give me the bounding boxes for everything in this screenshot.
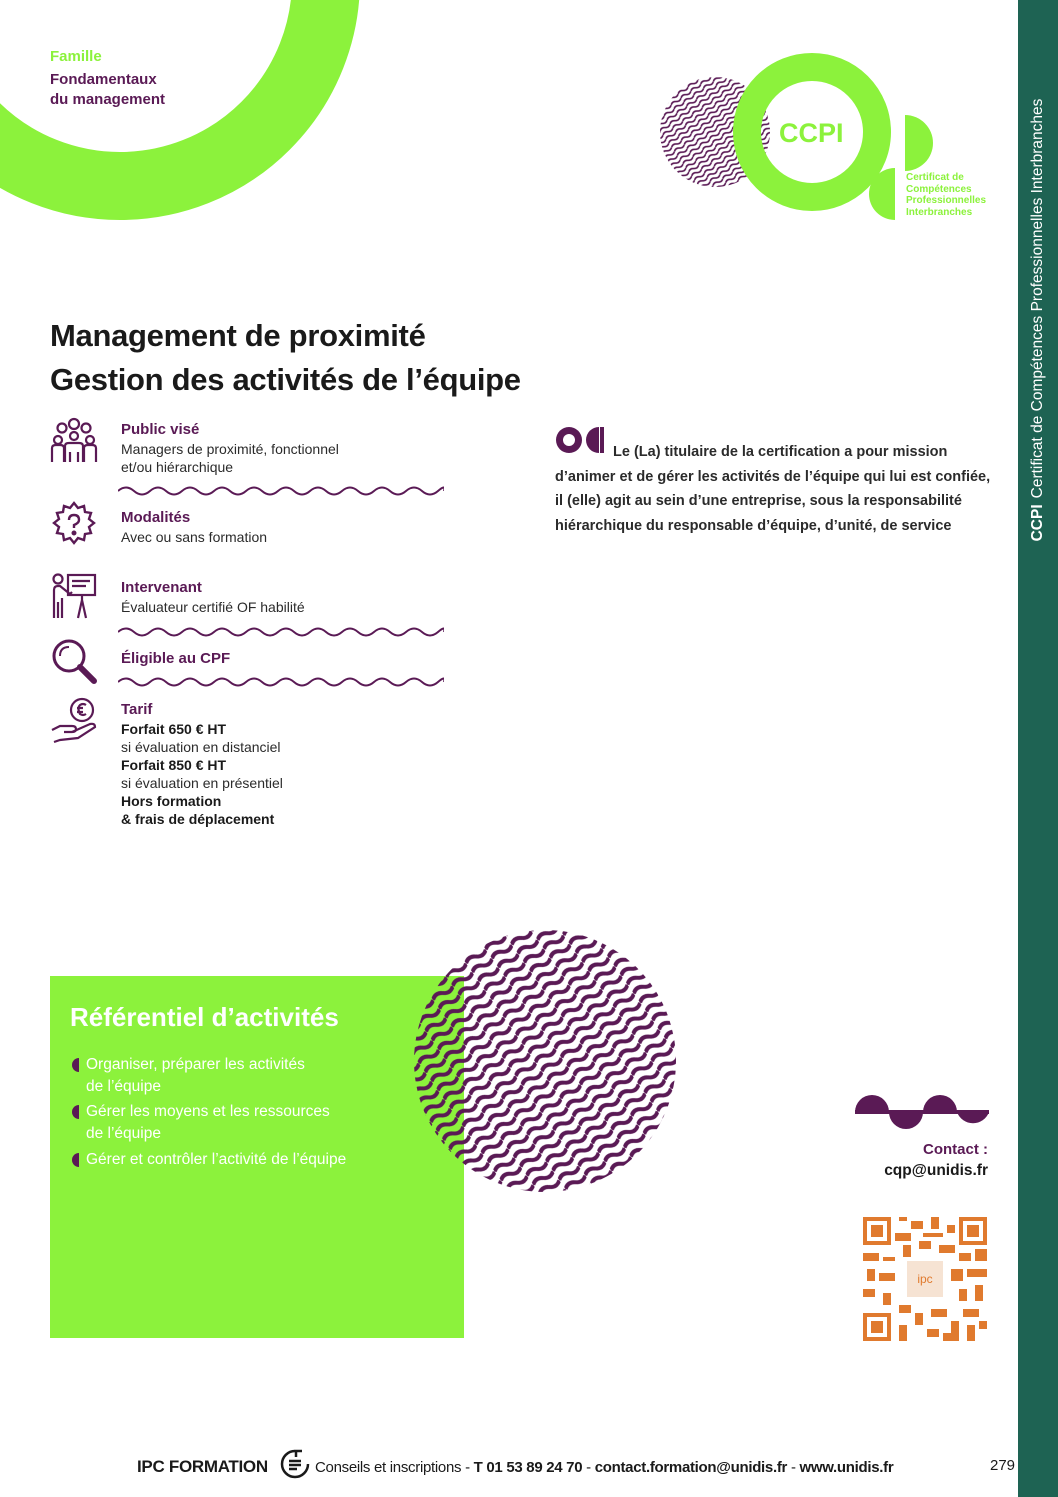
referentiel-item-line1: Gérer les moyens et les ressources xyxy=(86,1103,330,1120)
wave-divider xyxy=(118,675,444,689)
referentiel-item-line2: de l’équipe xyxy=(86,1125,161,1142)
page-title-line2: Gestion des activités de l’équipe xyxy=(50,362,521,397)
logo-sub-line: Certificat de xyxy=(906,172,964,183)
half-disc-bullet-icon xyxy=(70,1058,80,1072)
logo-subtitle xyxy=(906,172,1006,218)
famille-value xyxy=(50,70,165,110)
referentiel-item xyxy=(86,1101,330,1145)
magnifier-icon xyxy=(50,637,98,685)
modalites-text: Avec ou sans formation xyxy=(121,529,268,545)
modalites-heading: Modalités xyxy=(121,509,191,526)
mission-body: Le (La) titulaire de la certification a pour mission d’animer et de gérer les activités de l’équipe qui lui est confiée, il (elle) agit au sein d’une entreprise, sous la responsabilité hiérarchique du responsable d’équipe, d’unité, de service xyxy=(555,444,991,534)
footer-brand: IPC FORMATION xyxy=(137,1457,268,1476)
referentiel-item-line2: de l’équipe xyxy=(86,1078,161,1095)
contact-label: Contact : xyxy=(923,1141,988,1158)
referentiel-item xyxy=(86,1149,346,1171)
wave-ornament-icon xyxy=(855,1094,989,1130)
contact-email[interactable]: cqp@unidis.fr xyxy=(884,1162,988,1179)
team-icon xyxy=(50,416,98,464)
public-line2: et/ou hiérarchique xyxy=(121,459,234,475)
footer-email[interactable]: contact.formation@unidis.fr xyxy=(594,1459,788,1476)
tarif-line: Forfait 650 € HT xyxy=(121,721,227,737)
famille-value-line2: du management xyxy=(50,91,166,108)
tarif-heading: Tarif xyxy=(121,701,153,718)
tarif-line: & frais de déplacement xyxy=(121,811,275,827)
referentiel-item xyxy=(86,1054,305,1098)
wave-divider xyxy=(118,625,444,639)
footer-phone: T 01 53 89 24 70 xyxy=(473,1459,583,1476)
footer-web[interactable]: www.unidis.fr xyxy=(799,1459,894,1476)
side-tab-bold: CCPI xyxy=(1029,504,1046,542)
famille-label: Famille xyxy=(50,48,102,65)
euro-hand-icon xyxy=(50,696,98,744)
half-disc-bullet-icon xyxy=(70,1153,80,1167)
logo-sub-line: Compétences xyxy=(906,183,972,195)
side-tab-label: Certificat de Compétences Professionnelles Interbranches xyxy=(1029,98,1046,499)
wavy-pattern-circle xyxy=(412,928,678,1194)
page-number: 279 xyxy=(990,1457,1016,1474)
decorative-ring xyxy=(0,0,360,220)
wave-divider xyxy=(118,484,444,498)
referentiel-title: Référentiel d’activités xyxy=(70,1002,339,1032)
cpf-heading: Éligible au CPF xyxy=(121,650,231,667)
intervenant-heading: Intervenant xyxy=(121,579,202,596)
tarif-line: si évaluation en distanciel xyxy=(121,739,281,755)
svg-text:ipc: ipc xyxy=(917,1272,933,1286)
public-text xyxy=(121,440,339,476)
public-heading: Public visé xyxy=(121,421,200,438)
referentiel-item-line1: Gérer et contrôler l’activité de l’équipe xyxy=(86,1151,347,1168)
half-disc-bullet-icon xyxy=(70,1105,80,1119)
refresh-chat-icon xyxy=(279,1448,311,1480)
qr-code-icon[interactable] xyxy=(863,1217,987,1341)
footer-contact: Conseils et inscriptions - T 01 53 89 24 70 - contact.formation@unidis.fr - www.unidis.fr xyxy=(315,1459,894,1476)
intervenant-text: Évaluateur certifié OF habilité xyxy=(121,599,305,615)
page-title-line1: Management de proximité xyxy=(50,318,426,353)
gear-question-icon xyxy=(50,500,98,548)
public-line1: Managers de proximité, fonctionnel xyxy=(121,441,339,457)
tarif-line: si évaluation en présentiel xyxy=(121,775,283,791)
referentiel-item-line1: Organiser, préparer les activités xyxy=(86,1056,305,1073)
mission-text xyxy=(555,440,995,538)
logo-text: CCPI xyxy=(779,118,844,148)
tarif-details xyxy=(121,720,283,828)
tarif-line: Forfait 850 € HT xyxy=(121,757,227,773)
presenter-icon xyxy=(50,572,98,620)
logo-sub-line: Professionnelles xyxy=(906,195,987,206)
footer-intro: Conseils et inscriptions xyxy=(315,1459,462,1476)
logo-sub-line: Interbranches xyxy=(906,206,973,218)
tarif-line: Hors formation xyxy=(121,793,222,809)
logo-half-disc-right xyxy=(905,115,933,171)
famille-value-line1: Fondamentaux xyxy=(50,71,157,88)
side-tab-text xyxy=(1029,99,1047,542)
